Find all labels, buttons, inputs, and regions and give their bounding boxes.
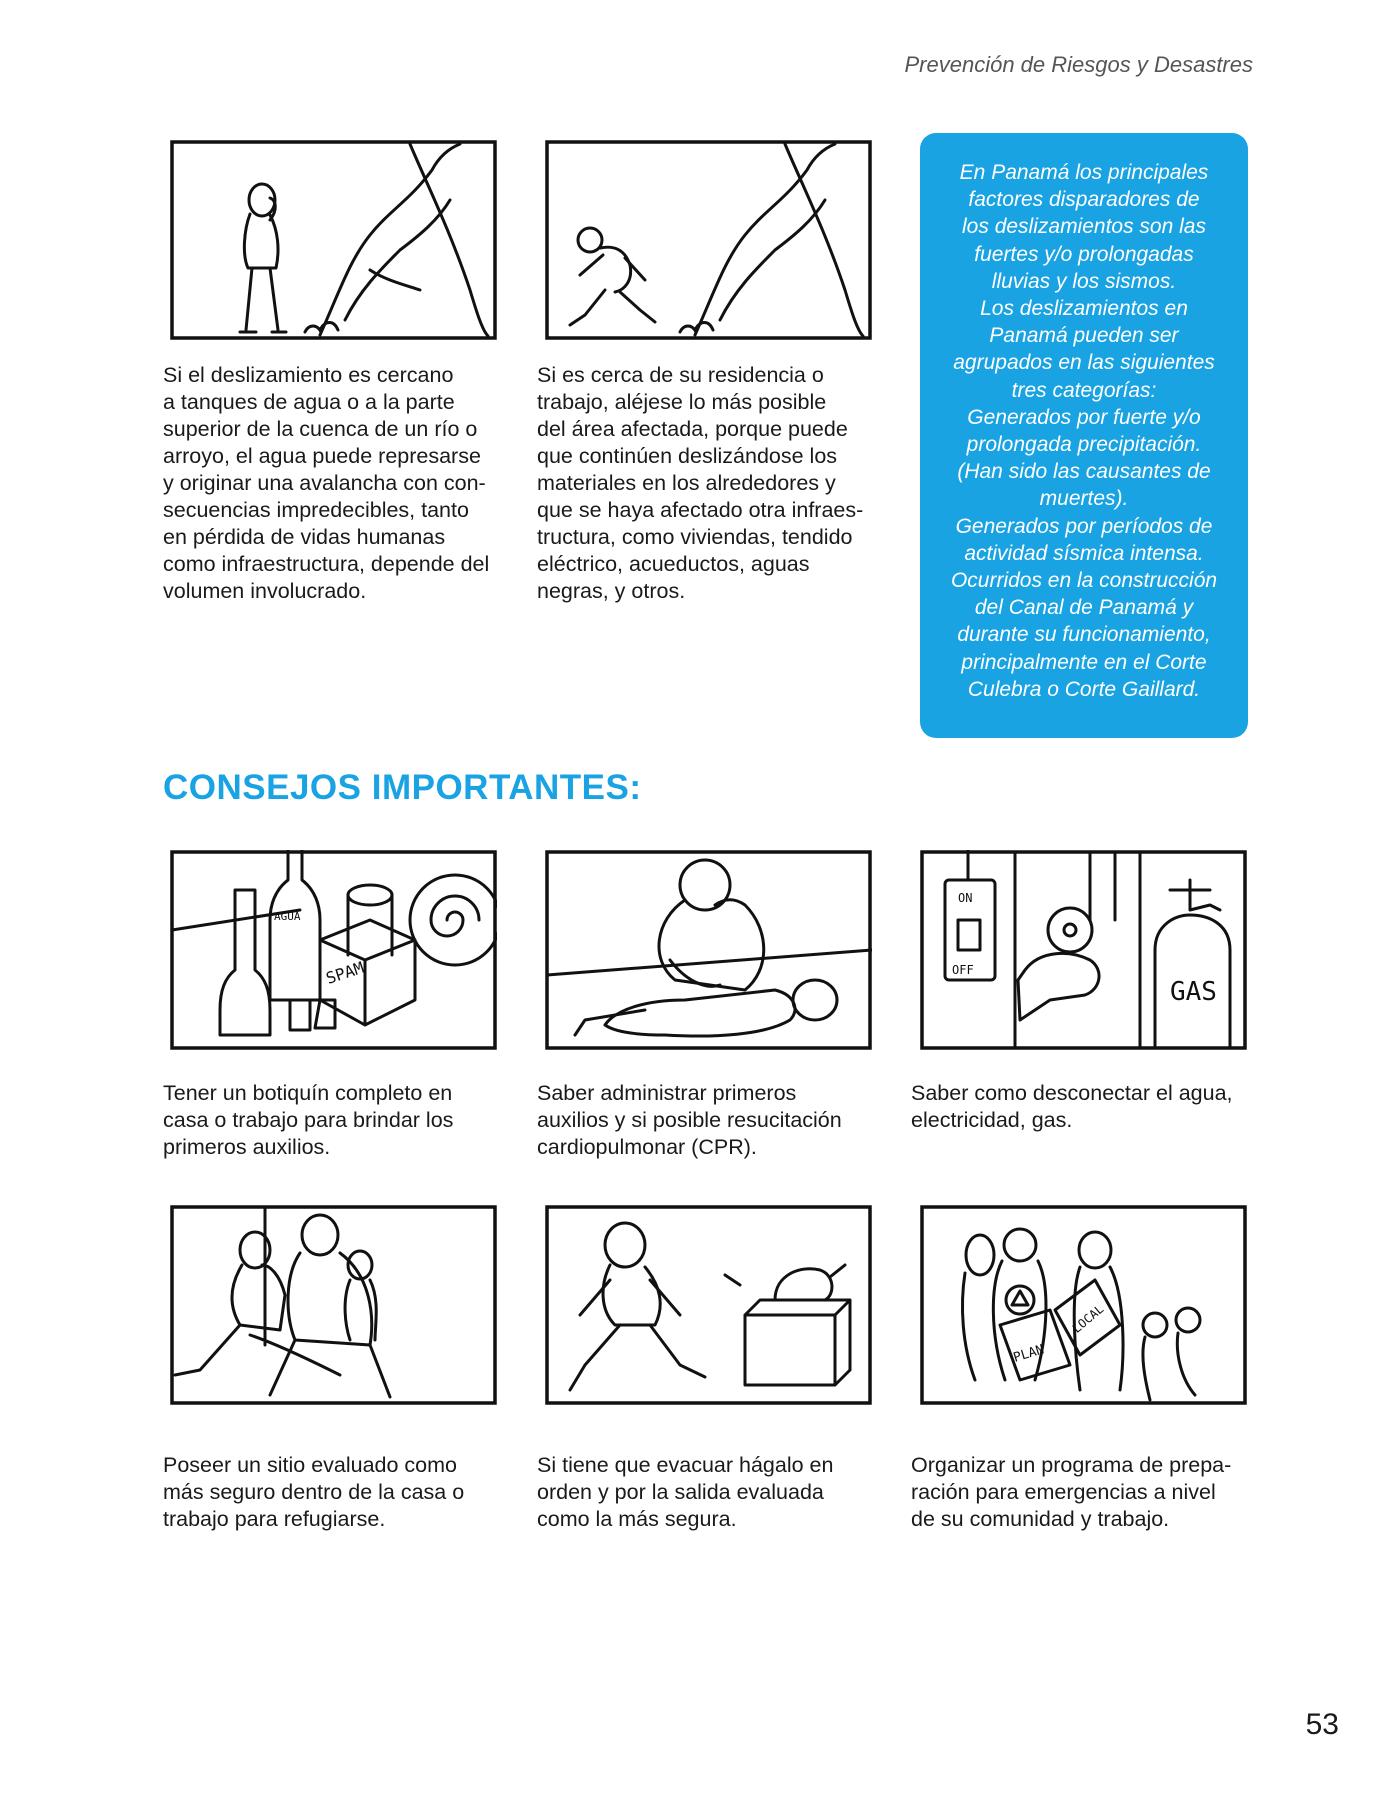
info-line: factores disparadores de (968, 188, 1200, 212)
illustration-community-plan (920, 1205, 1247, 1405)
top-caption-1: Si el deslizamiento es cercano a tanques de agua o a la parte superior de la cuenca de un río o arroyo, el agua puede represarse y originar una avalancha con con- secuencias impredecibles, tanto en pérdida de vidas humanas como infraestructura, depende del volumen involucrado. (163, 363, 490, 603)
info-line: En Panamá los principales (959, 161, 1209, 184)
info-line: fuertes y/o prolongadas (974, 242, 1194, 266)
section-title: CONSEJOS IMPORTANTES: (163, 768, 642, 807)
illustration-person-near-landslide (170, 140, 497, 340)
tip-caption-6: Organizar un programa de prepa- ración para emergencias a nivel de su comunidad y trabajo. (911, 1453, 1232, 1531)
illustration-utilities (920, 850, 1247, 1050)
info-line: Generados por fuerte y/o (967, 405, 1201, 429)
info-line: del Canal de Panamá y (974, 596, 1194, 620)
info-line: lluvias y los sismos. (991, 269, 1177, 293)
label-local: LOCAL (1069, 1301, 1107, 1336)
label-on: ON (958, 891, 973, 905)
info-line: agrupados en las siguientes (953, 351, 1215, 375)
info-line: Los deslizamientos en (980, 297, 1188, 321)
label-off: OFF (952, 963, 974, 977)
label-gas: GAS (1170, 977, 1217, 1007)
page-number: 53 (1305, 1708, 1339, 1741)
label-plan: PLAN (1011, 1342, 1046, 1366)
illustration-person-fleeing (545, 140, 872, 340)
illustration-cpr (545, 850, 872, 1050)
tip-caption-4: Poseer un sitio evaluado como más seguro dentro de la casa o trabajo para refugiarse. (163, 1453, 465, 1531)
label-spam: SPAM (323, 957, 367, 988)
info-line: durante su funcionamiento, (957, 623, 1211, 647)
info-line: principalmente en el Corte (961, 650, 1207, 674)
info-line: muertes). (1039, 487, 1129, 511)
landslide-info-box (920, 133, 1248, 738)
illustration-evacuate (545, 1205, 872, 1405)
info-line: Culebra o Corte Gaillard. (967, 677, 1201, 701)
info-line: Generados por períodos de (955, 514, 1213, 538)
info-line: tres categorías: (1011, 378, 1157, 402)
tip-caption-5: Si tiene que evacuar hágalo en orden y por la salida evaluada como la más segura. (537, 1453, 834, 1531)
top-caption-2: Si es cerca de su residencia o trabajo, aléjese lo más posible del área afectada, porque puede que continúen deslizándose los materiales en los alrededores y que se haya afectado otra infraes- tructura, como viviendas, tendido eléctrico, acueductos, aguas negras, y otros. (537, 363, 864, 603)
illustration-safe-place (170, 1205, 497, 1405)
info-line: los deslizamientos son las (962, 215, 1206, 239)
label-agua: AGUA (274, 910, 301, 923)
illustration-emergency-kit (170, 850, 497, 1050)
info-line: actividad sísmica intensa. (964, 541, 1204, 565)
running-header: Prevención de Riesgos y Desastres (904, 52, 1253, 77)
tip-caption-2: Saber administrar primeros auxilios y si posible resucitación cardiopulmonar (CPR). (537, 1081, 842, 1159)
info-line: (Han sido las causantes de (957, 460, 1211, 484)
tip-caption-3: Saber como desconectar el agua, electricidad, gas. (911, 1081, 1233, 1132)
info-line: Ocurridos en la construcción (950, 569, 1218, 593)
info-line: prolongada precipitación. (966, 433, 1202, 457)
tip-caption-1: Tener un botiquín completo en casa o trabajo para brindar los primeros auxilios. (163, 1081, 454, 1159)
info-line: Panamá pueden ser (989, 324, 1179, 348)
